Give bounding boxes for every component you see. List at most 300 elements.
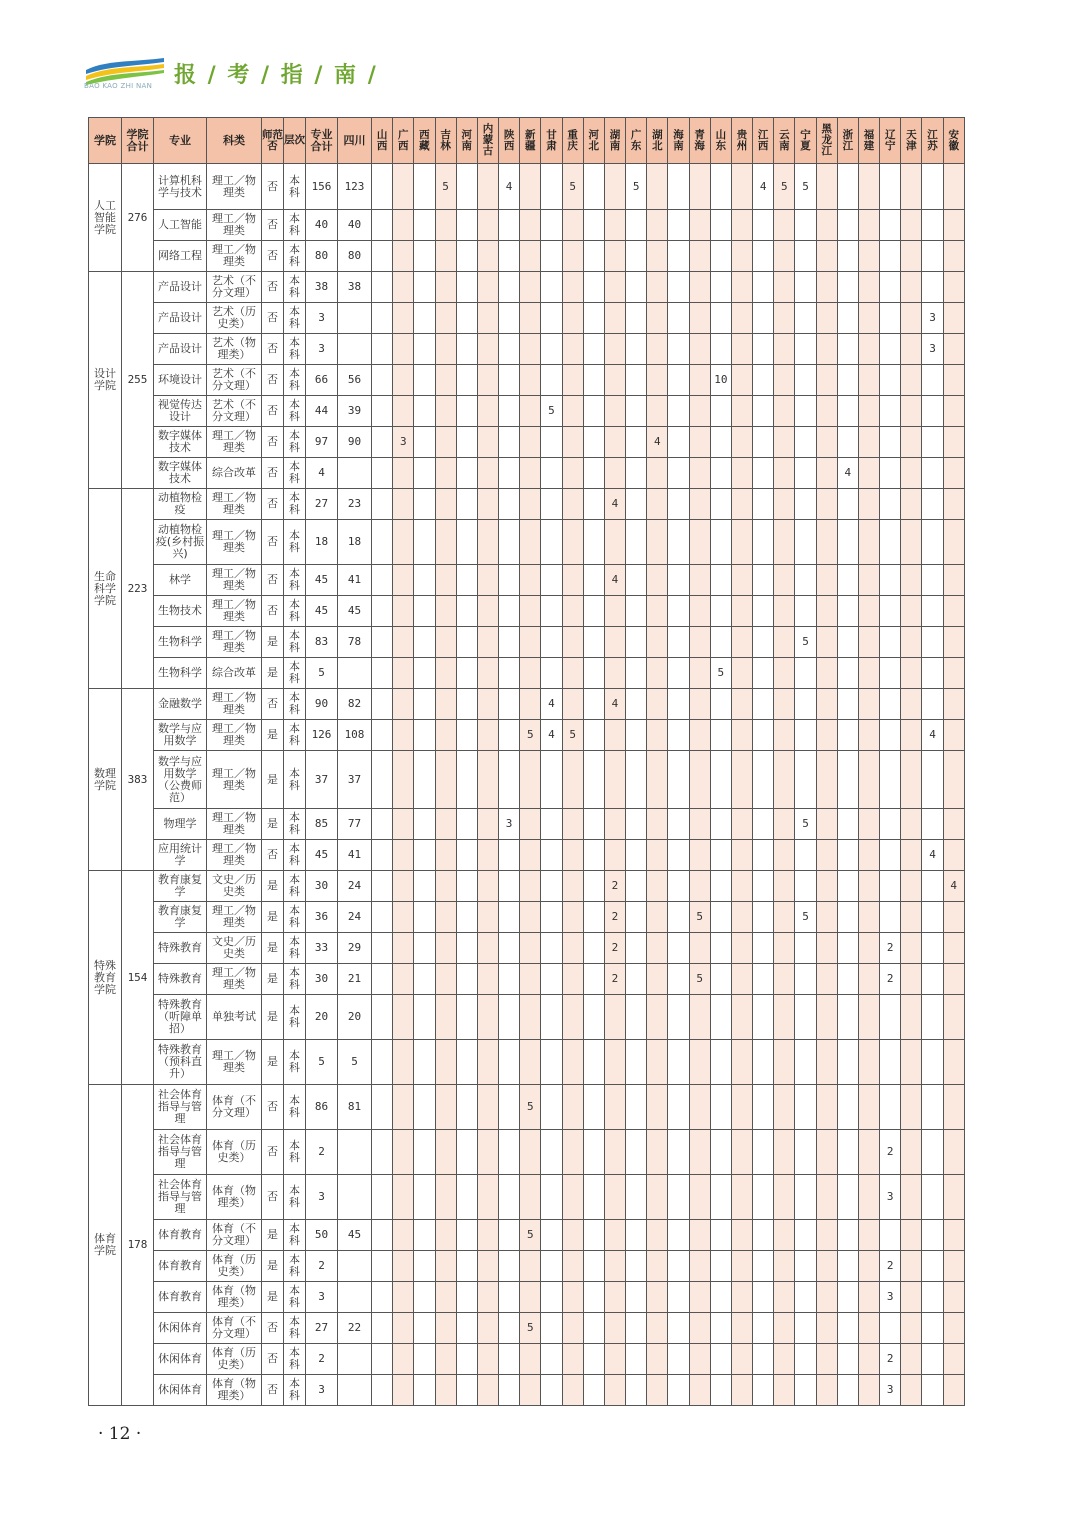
province-quota	[393, 489, 414, 520]
province-quota	[858, 210, 879, 241]
province-quota	[414, 1175, 435, 1220]
province-quota	[499, 964, 520, 995]
province-quota	[647, 658, 668, 689]
header-category: 科类	[207, 118, 262, 164]
province-quota	[922, 689, 943, 720]
province-quota	[414, 871, 435, 902]
province-quota: 4	[922, 840, 943, 871]
province-quota	[647, 720, 668, 751]
is-normal: 是	[262, 658, 284, 689]
table-row	[89, 1220, 965, 1251]
province-quota	[922, 627, 943, 658]
major-name: 特殊教育（听障单招）	[154, 995, 207, 1040]
province-quota	[647, 809, 668, 840]
province-quota	[689, 751, 710, 809]
province-quota	[837, 1175, 858, 1220]
province-quota	[541, 627, 562, 658]
province-quota	[689, 596, 710, 627]
subject-category: 理工／物理类	[207, 210, 262, 241]
table-row	[89, 303, 965, 334]
province-quota	[753, 995, 774, 1040]
major-total: 36	[306, 902, 338, 933]
header-province: 内蒙古	[477, 118, 498, 164]
province-quota	[880, 995, 901, 1040]
province-quota	[901, 871, 922, 902]
province-quota	[372, 1130, 393, 1175]
province-quota	[520, 334, 541, 365]
province-quota	[477, 809, 498, 840]
province-quota	[731, 334, 752, 365]
province-quota	[499, 334, 520, 365]
province-quota	[901, 396, 922, 427]
province-quota	[393, 334, 414, 365]
province-quota	[393, 627, 414, 658]
table-row	[89, 427, 965, 458]
province-quota	[372, 1085, 393, 1130]
subject-category: 理工／物理类	[207, 565, 262, 596]
province-quota	[435, 1251, 456, 1282]
major-total: 90	[306, 689, 338, 720]
province-quota	[583, 1375, 604, 1406]
province-quota: 5	[795, 627, 816, 658]
province-quota	[901, 1282, 922, 1313]
province-quota	[816, 596, 837, 627]
province-quota	[541, 427, 562, 458]
province-quota	[604, 458, 625, 489]
province-quota	[731, 1175, 752, 1220]
province-quota	[456, 565, 477, 596]
province-quota	[858, 1085, 879, 1130]
province-quota	[901, 272, 922, 303]
province-quota	[456, 241, 477, 272]
degree-level: 本科	[284, 1313, 306, 1344]
province-quota	[880, 689, 901, 720]
degree-level: 本科	[284, 365, 306, 396]
province-quota	[583, 427, 604, 458]
province-quota	[774, 1251, 795, 1282]
province-quota	[583, 334, 604, 365]
province-quota	[477, 1282, 498, 1313]
province-quota	[456, 1375, 477, 1406]
province-quota	[901, 210, 922, 241]
degree-level: 本科	[284, 995, 306, 1040]
province-quota	[414, 809, 435, 840]
province-quota	[710, 272, 731, 303]
province-quota	[456, 489, 477, 520]
province-quota	[414, 933, 435, 964]
province-quota	[499, 596, 520, 627]
table-row	[89, 1375, 965, 1406]
province-quota	[372, 658, 393, 689]
header-province: 贵州	[731, 118, 752, 164]
major-total: 3	[306, 303, 338, 334]
province-quota	[837, 272, 858, 303]
province-quota	[562, 995, 583, 1040]
degree-level: 本科	[284, 334, 306, 365]
sichuan-quota: 24	[338, 902, 372, 933]
province-quota	[795, 241, 816, 272]
province-quota	[668, 1085, 689, 1130]
province-quota	[583, 720, 604, 751]
province-quota	[541, 751, 562, 809]
province-quota	[604, 334, 625, 365]
province-quota	[435, 1175, 456, 1220]
province-quota	[414, 334, 435, 365]
province-quota	[795, 1085, 816, 1130]
province-quota	[837, 210, 858, 241]
province-quota	[520, 272, 541, 303]
province-quota	[520, 840, 541, 871]
province-quota	[753, 1282, 774, 1313]
province-quota	[562, 902, 583, 933]
province-quota	[710, 1251, 731, 1282]
province-quota	[689, 1130, 710, 1175]
province-quota	[816, 365, 837, 396]
province-quota	[477, 751, 498, 809]
province-quota: 5	[520, 720, 541, 751]
province-quota	[562, 871, 583, 902]
province-quota	[456, 1344, 477, 1375]
province-quota	[753, 210, 774, 241]
province-quota	[731, 1220, 752, 1251]
sichuan-quota: 29	[338, 933, 372, 964]
sichuan-quota	[338, 1130, 372, 1175]
province-quota	[901, 658, 922, 689]
province-quota	[477, 720, 498, 751]
major-name: 计算机科学与技术	[154, 164, 207, 210]
province-quota	[541, 658, 562, 689]
province-quota	[668, 809, 689, 840]
table-row	[89, 840, 965, 871]
sichuan-quota: 45	[338, 1220, 372, 1251]
subject-category: 体育（物理类）	[207, 1375, 262, 1406]
major-total: 2	[306, 1251, 338, 1282]
college-name: 人工智能学院	[89, 164, 122, 272]
province-quota	[414, 565, 435, 596]
subject-category: 理工／物理类	[207, 720, 262, 751]
province-quota	[541, 1375, 562, 1406]
province-quota	[795, 489, 816, 520]
college-total: 223	[122, 489, 154, 689]
province-quota	[795, 1282, 816, 1313]
province-quota	[689, 689, 710, 720]
province-quota	[731, 396, 752, 427]
is-normal: 是	[262, 1220, 284, 1251]
province-quota	[456, 933, 477, 964]
header-province: 海南	[668, 118, 689, 164]
province-quota	[435, 658, 456, 689]
province-quota	[880, 241, 901, 272]
province-quota	[477, 1375, 498, 1406]
table-row	[89, 272, 965, 303]
province-quota	[689, 272, 710, 303]
province-quota	[668, 720, 689, 751]
province-quota	[477, 596, 498, 627]
province-quota	[753, 627, 774, 658]
province-quota	[943, 520, 964, 565]
province-quota	[541, 1130, 562, 1175]
province-quota	[922, 1313, 943, 1344]
sichuan-quota	[338, 1282, 372, 1313]
province-quota	[858, 1344, 879, 1375]
province-quota	[816, 1085, 837, 1130]
province-quota	[372, 1175, 393, 1220]
province-quota	[604, 1375, 625, 1406]
province-quota	[393, 565, 414, 596]
province-quota	[943, 427, 964, 458]
province-quota	[774, 1313, 795, 1344]
province-quota	[435, 1313, 456, 1344]
province-quota	[393, 995, 414, 1040]
table-row	[89, 689, 965, 720]
province-quota	[414, 1085, 435, 1130]
province-quota	[837, 1040, 858, 1085]
province-quota	[477, 458, 498, 489]
province-quota	[499, 1040, 520, 1085]
province-quota	[880, 871, 901, 902]
province-quota	[922, 1251, 943, 1282]
province-quota	[689, 1220, 710, 1251]
province-quota	[753, 933, 774, 964]
province-quota	[562, 1251, 583, 1282]
province-quota	[626, 1251, 647, 1282]
province-quota	[583, 396, 604, 427]
province-quota	[901, 489, 922, 520]
province-quota	[774, 751, 795, 809]
province-quota	[922, 1375, 943, 1406]
province-quota	[435, 871, 456, 902]
major-name: 应用统计学	[154, 840, 207, 871]
province-quota	[774, 689, 795, 720]
province-quota	[795, 303, 816, 334]
major-total: 50	[306, 1220, 338, 1251]
province-quota	[626, 427, 647, 458]
province-quota	[414, 365, 435, 396]
province-quota	[372, 1282, 393, 1313]
province-quota	[731, 241, 752, 272]
province-quota	[710, 689, 731, 720]
header-province: 江西	[753, 118, 774, 164]
province-quota	[372, 902, 393, 933]
province-quota	[753, 1085, 774, 1130]
province-quota: 2	[604, 902, 625, 933]
province-quota	[858, 520, 879, 565]
province-quota	[922, 365, 943, 396]
province-quota	[562, 1085, 583, 1130]
province-quota	[901, 164, 922, 210]
province-quota	[456, 520, 477, 565]
sichuan-quota: 20	[338, 995, 372, 1040]
degree-level: 本科	[284, 1130, 306, 1175]
province-quota	[414, 489, 435, 520]
province-quota	[372, 840, 393, 871]
province-quota	[583, 303, 604, 334]
province-quota	[837, 303, 858, 334]
province-quota: 4	[541, 689, 562, 720]
province-quota	[499, 1375, 520, 1406]
header-normal: 师范否	[262, 118, 284, 164]
province-quota	[520, 241, 541, 272]
province-quota	[668, 1313, 689, 1344]
province-quota	[604, 1040, 625, 1085]
province-quota	[647, 1085, 668, 1130]
province-quota	[943, 840, 964, 871]
table-row	[89, 658, 965, 689]
province-quota	[435, 1344, 456, 1375]
province-quota	[689, 933, 710, 964]
province-quota	[816, 1040, 837, 1085]
subject-category: 理工／物理类	[207, 689, 262, 720]
province-quota	[668, 427, 689, 458]
province-quota	[753, 458, 774, 489]
province-quota	[837, 1130, 858, 1175]
province-quota	[668, 365, 689, 396]
province-quota	[901, 809, 922, 840]
province-quota	[435, 596, 456, 627]
table-row	[89, 902, 965, 933]
province-quota	[477, 933, 498, 964]
province-quota	[477, 964, 498, 995]
province-quota	[795, 565, 816, 596]
province-quota	[880, 303, 901, 334]
province-quota	[520, 933, 541, 964]
province-quota: 4	[922, 720, 943, 751]
province-quota	[689, 1313, 710, 1344]
province-quota	[499, 751, 520, 809]
province-quota	[647, 902, 668, 933]
province-quota: 3	[880, 1375, 901, 1406]
province-quota: 4	[541, 720, 562, 751]
header-province: 山东	[710, 118, 731, 164]
province-quota	[541, 334, 562, 365]
province-quota	[562, 1130, 583, 1175]
province-quota	[583, 1313, 604, 1344]
subject-category: 理工／物理类	[207, 241, 262, 272]
sichuan-quota: 38	[338, 272, 372, 303]
province-quota	[477, 489, 498, 520]
province-quota	[414, 995, 435, 1040]
province-quota	[647, 627, 668, 658]
province-quota	[520, 1344, 541, 1375]
province-quota	[393, 1313, 414, 1344]
province-quota	[689, 809, 710, 840]
degree-level: 本科	[284, 871, 306, 902]
province-quota	[604, 1130, 625, 1175]
province-quota	[435, 995, 456, 1040]
major-total: 37	[306, 751, 338, 809]
province-quota	[753, 272, 774, 303]
province-quota	[626, 658, 647, 689]
table-body	[89, 164, 965, 1406]
province-quota	[710, 1130, 731, 1175]
province-quota	[795, 658, 816, 689]
province-quota	[901, 427, 922, 458]
province-quota	[880, 458, 901, 489]
is-normal: 否	[262, 520, 284, 565]
province-quota	[753, 1344, 774, 1375]
province-quota	[689, 489, 710, 520]
province-quota	[583, 565, 604, 596]
province-quota	[774, 520, 795, 565]
province-quota	[731, 995, 752, 1040]
logo-subtitle: BAO KAO ZHI NAN	[84, 82, 153, 90]
province-quota	[372, 809, 393, 840]
province-quota	[837, 689, 858, 720]
province-quota	[922, 1085, 943, 1130]
province-quota	[753, 489, 774, 520]
province-quota	[731, 627, 752, 658]
province-quota	[393, 303, 414, 334]
header-province: 天津	[901, 118, 922, 164]
is-normal: 否	[262, 1175, 284, 1220]
province-quota	[710, 1175, 731, 1220]
province-quota	[456, 1251, 477, 1282]
province-quota	[583, 1220, 604, 1251]
subject-category: 理工／物理类	[207, 964, 262, 995]
province-quota	[456, 164, 477, 210]
province-quota	[520, 751, 541, 809]
province-quota	[562, 303, 583, 334]
province-quota	[816, 964, 837, 995]
province-quota	[626, 995, 647, 1040]
province-quota	[816, 1344, 837, 1375]
province-quota	[689, 1344, 710, 1375]
province-quota	[668, 565, 689, 596]
province-quota	[774, 303, 795, 334]
province-quota	[626, 210, 647, 241]
province-quota: 4	[943, 871, 964, 902]
province-quota	[626, 303, 647, 334]
college-name: 特殊教育学院	[89, 871, 122, 1085]
province-quota	[541, 520, 562, 565]
province-quota	[626, 809, 647, 840]
province-quota	[626, 365, 647, 396]
province-quota	[731, 489, 752, 520]
province-quota	[414, 427, 435, 458]
province-quota	[880, 565, 901, 596]
province-quota	[774, 596, 795, 627]
is-normal: 否	[262, 1375, 284, 1406]
province-quota	[626, 1313, 647, 1344]
province-quota	[477, 1040, 498, 1085]
province-quota	[541, 365, 562, 396]
province-quota	[816, 1220, 837, 1251]
page-header	[84, 52, 484, 96]
province-quota	[499, 241, 520, 272]
province-quota	[774, 1282, 795, 1313]
province-quota	[689, 334, 710, 365]
province-quota	[943, 751, 964, 809]
province-quota	[499, 995, 520, 1040]
is-normal: 否	[262, 164, 284, 210]
province-quota	[562, 658, 583, 689]
province-quota	[393, 1085, 414, 1130]
province-quota	[414, 458, 435, 489]
province-quota	[499, 303, 520, 334]
province-quota	[604, 1220, 625, 1251]
province-quota	[858, 565, 879, 596]
province-quota	[477, 1130, 498, 1175]
degree-level: 本科	[284, 902, 306, 933]
province-quota	[456, 871, 477, 902]
province-quota	[922, 1130, 943, 1175]
province-quota	[710, 1085, 731, 1130]
province-quota	[626, 1220, 647, 1251]
degree-level: 本科	[284, 720, 306, 751]
degree-level: 本科	[284, 689, 306, 720]
province-quota	[689, 520, 710, 565]
province-quota	[393, 871, 414, 902]
